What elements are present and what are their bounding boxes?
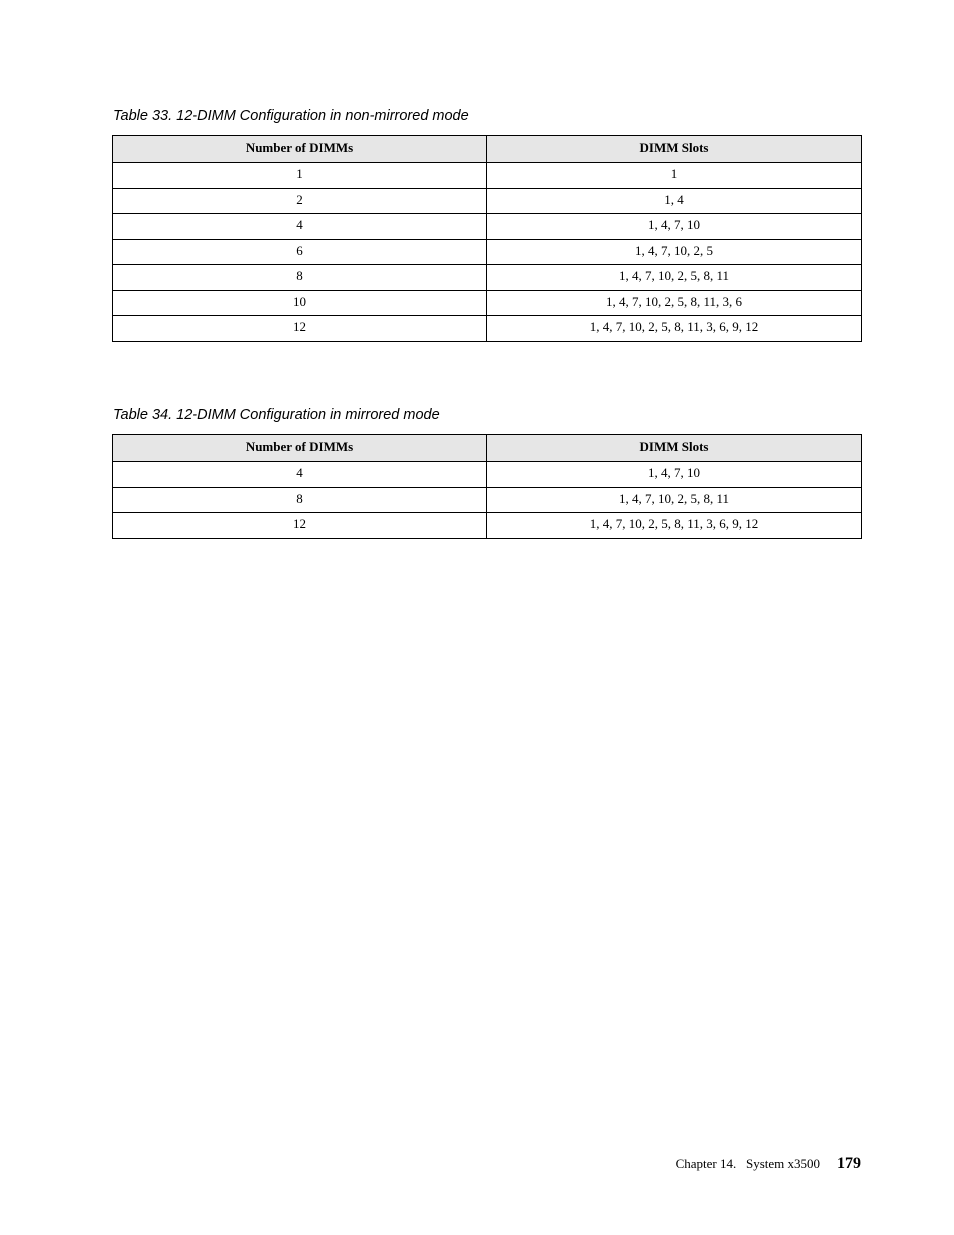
table-33-non-mirrored: [112, 135, 862, 342]
table-row: [113, 487, 862, 513]
dimm-count-cell: 2: [113, 188, 487, 214]
dimm-count-cell: 8: [113, 487, 487, 513]
dimm-count-cell: 12: [113, 513, 487, 539]
dimm-slots-cell: 1, 4, 7, 10, 2, 5, 8, 11, 3, 6: [487, 290, 862, 316]
table-row: [113, 214, 862, 240]
page-number: 179: [837, 1155, 861, 1172]
table-34-caption: Table 34. 12-DIMM Configuration in mirrored mode: [113, 407, 440, 423]
dimm-slots-cell: 1, 4, 7, 10: [487, 462, 862, 488]
dimm-count-cell: 4: [113, 462, 487, 488]
header-dimm-slots: DIMM Slots: [487, 136, 862, 163]
dimm-slots-cell: 1, 4, 7, 10, 2, 5, 8, 11: [487, 487, 862, 513]
dimm-slots-cell: 1, 4, 7, 10, 2, 5: [487, 239, 862, 265]
dimm-slots-cell: 1: [487, 163, 862, 189]
table-header-row: [113, 435, 862, 462]
table-row: [113, 513, 862, 539]
table-row: [113, 239, 862, 265]
dimm-count-cell: 10: [113, 290, 487, 316]
table-row: [113, 316, 862, 342]
table-header-row: [113, 136, 862, 163]
table-row: [113, 290, 862, 316]
dimm-count-cell: 1: [113, 163, 487, 189]
dimm-count-cell: 4: [113, 214, 487, 240]
dimm-count-cell: 6: [113, 239, 487, 265]
table-33-caption: Table 33. 12-DIMM Configuration in non-mirrored mode: [113, 108, 469, 124]
dimm-slots-cell: 1, 4, 7, 10, 2, 5, 8, 11: [487, 265, 862, 291]
dimm-slots-cell: 1, 4, 7, 10, 2, 5, 8, 11, 3, 6, 9, 12: [487, 316, 862, 342]
header-dimm-slots: DIMM Slots: [487, 435, 862, 462]
table-row: [113, 265, 862, 291]
table-34-mirrored: [112, 434, 862, 539]
header-number-of-dimms: Number of DIMMs: [113, 435, 487, 462]
dimm-slots-cell: 1, 4, 7, 10: [487, 214, 862, 240]
dimm-count-cell: 8: [113, 265, 487, 291]
footer-chapter-title: Chapter 14. System x3500: [675, 1156, 820, 1171]
table-row: [113, 462, 862, 488]
table-row: [113, 188, 862, 214]
table-row: [113, 163, 862, 189]
header-number-of-dimms: Number of DIMMs: [113, 136, 487, 163]
page-footer: [676, 1155, 861, 1173]
dimm-count-cell: 12: [113, 316, 487, 342]
dimm-slots-cell: 1, 4, 7, 10, 2, 5, 8, 11, 3, 6, 9, 12: [487, 513, 862, 539]
dimm-slots-cell: 1, 4: [487, 188, 862, 214]
